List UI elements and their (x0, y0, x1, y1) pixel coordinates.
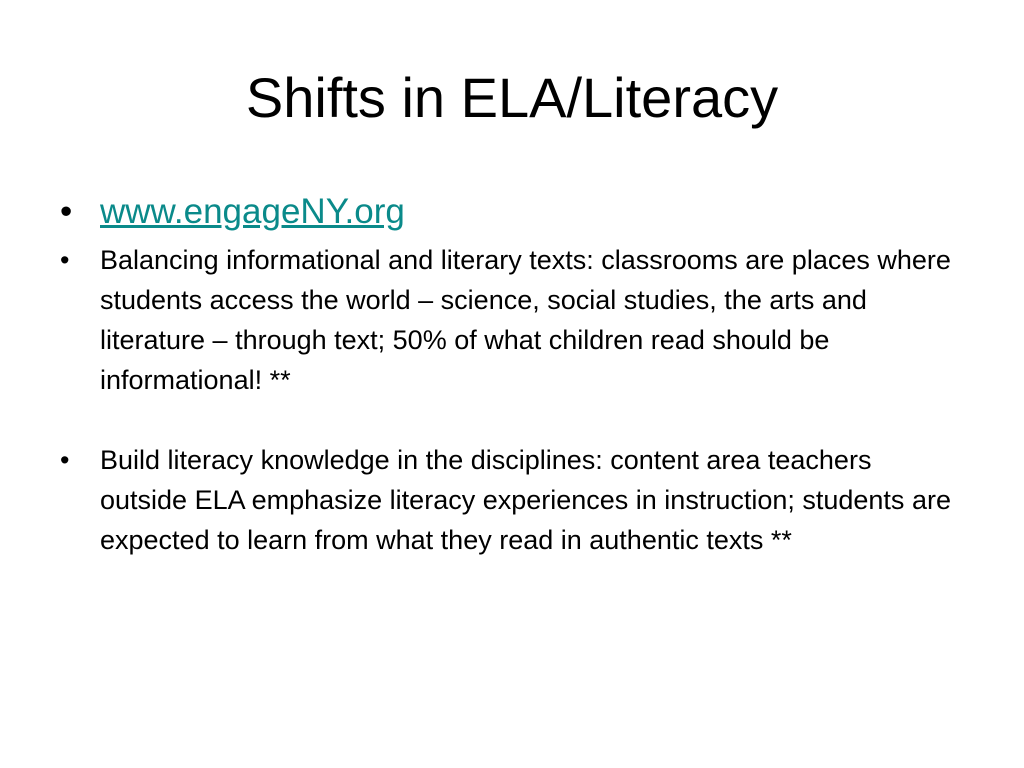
engageny-link[interactable]: www.engageNY.org (100, 192, 405, 231)
bullet-text: Build literacy knowledge in the disciplines: content area teachers outside ELA emphasize literacy experiences in instruction; students are expected to learn from what they read in authentic texts ** (100, 445, 951, 555)
bullet-spacer (60, 400, 960, 440)
bullet-link-item (60, 190, 960, 234)
bullet-item-informational-texts (60, 240, 960, 400)
bullet-list (60, 190, 960, 560)
bullet-dot-icon: • (60, 245, 70, 275)
bullet-text: Balancing informational and literary texts: classrooms are places where students access the world – science, social studies, the arts and literature – through text; 50% of what children read should be informational! ** (100, 245, 951, 395)
bullet-dot-icon: • (60, 445, 70, 475)
bullet-dot-icon: • (60, 192, 73, 231)
bullet-item-disciplinary-literacy (60, 440, 960, 560)
slide-title: Shifts in ELA/Literacy (245, 66, 779, 129)
